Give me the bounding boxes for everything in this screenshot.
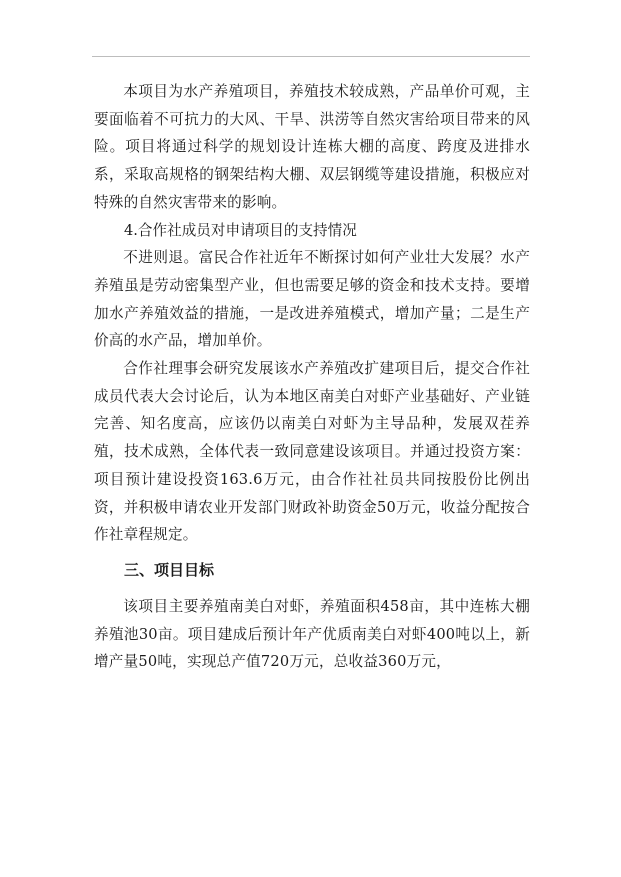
paragraph-development: 不进则退。富民合作社近年不断探讨如何产业壮大发展？水产养殖虽是劳动密集型产业，但也需要足够的资金和技术支持。要增加水产养殖效益的措施，一是改进养殖模式，增加产量；二是生产价高的水产品，增加单价。 bbox=[94, 249, 530, 350]
subheading-member-support: 4.合作社成员对申请项目的支持情况 bbox=[124, 221, 357, 239]
paragraph-council: 合作社理事会研究发展该水产养殖改扩建项目后，提交合作社成员代表大会讨论后，认为本地区南美白对虾产业基础好、产业链完善、知名度高，应该仍以南美白对虾为主导品种，发展双茬养殖，技术成熟，全体代表一致同意建设该项目。并通过投资方案：项目预计建设投资163.6万元，由合作社社员共同按股份比例出资，并积极申请农业开发部门财政补助资金50万元，收益分配按合作社章程规定。 bbox=[94, 360, 530, 544]
document-body bbox=[94, 78, 530, 676]
header-rule bbox=[92, 56, 530, 57]
section-heading-project-goals: 三、项目目标 bbox=[124, 560, 215, 579]
paragraph-risk: 本项目为水产养殖项目，养殖技术较成熟，产品单价可观，主要面临着不可抗力的大风、干旱、洪涝等自然灾害给项目带来的风险。项目将通过科学的规划设计连栋大棚的高度、跨度及进排水系，采取高规格的钢架结构大棚、双层钢缆等建设措施，积极应对特殊的自然灾害带来的影响。 bbox=[94, 83, 530, 211]
paragraph-goals: 该项目主要养殖南美白对虾，养殖面积458亩，其中连栋大棚养殖池30亩。项目建成后预计年产优质南美白对虾400吨以上，新增产量50吨，实现总产值720万元，总收益360万元， bbox=[94, 597, 530, 671]
